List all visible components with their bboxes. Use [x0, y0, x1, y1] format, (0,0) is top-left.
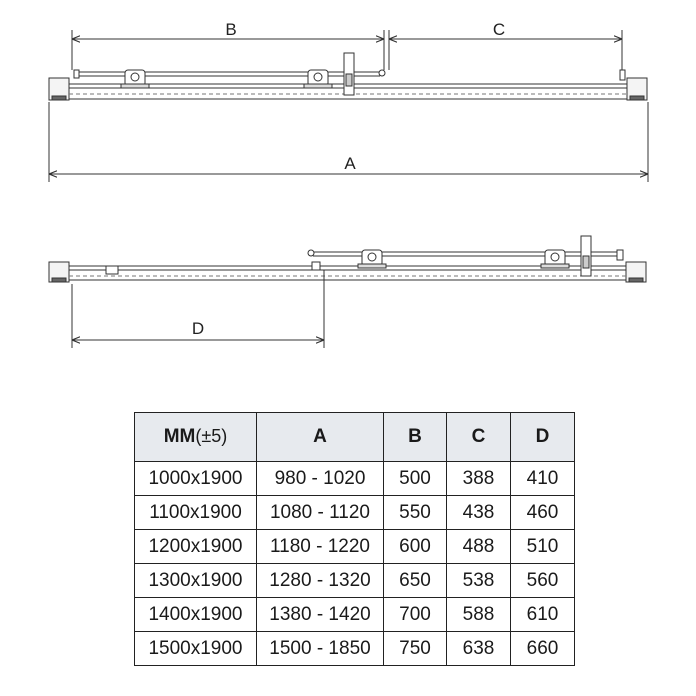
cell-c: 438 — [447, 496, 511, 530]
header-d: D — [511, 413, 575, 462]
table-row — [135, 496, 575, 530]
table-header-row — [135, 413, 575, 462]
cell-a: 1180 - 1220 — [257, 530, 384, 564]
cell-b: 550 — [384, 496, 447, 530]
table-row — [135, 598, 575, 632]
cell-size: 1500x1900 — [135, 632, 257, 666]
table-row — [135, 564, 575, 598]
cell-b: 750 — [384, 632, 447, 666]
cell-size: 1400x1900 — [135, 598, 257, 632]
cell-a: 1380 - 1420 — [257, 598, 384, 632]
table-row — [135, 462, 575, 496]
top-rail-assembly — [49, 53, 647, 100]
cell-c: 538 — [447, 564, 511, 598]
cell-d: 560 — [511, 564, 575, 598]
cell-b: 650 — [384, 564, 447, 598]
dimension-label-b: B — [225, 20, 237, 39]
cell-b: 600 — [384, 530, 447, 564]
cell-c: 388 — [447, 462, 511, 496]
cell-d: 410 — [511, 462, 575, 496]
cell-d: 460 — [511, 496, 575, 530]
dimension-label-d: D — [191, 319, 205, 338]
cell-a: 980 - 1020 — [257, 462, 384, 496]
cell-a: 1280 - 1320 — [257, 564, 384, 598]
cell-size: 1100x1900 — [135, 496, 257, 530]
bottom-rail-assembly — [49, 236, 646, 282]
table-row — [135, 530, 575, 564]
cell-c: 588 — [447, 598, 511, 632]
header-mm-label: MM — [163, 426, 196, 447]
header-c: C — [447, 413, 511, 462]
cell-d: 610 — [511, 598, 575, 632]
dimension-table — [134, 412, 575, 666]
cell-b: 500 — [384, 462, 447, 496]
cell-size: 1000x1900 — [135, 462, 257, 496]
header-a: A — [257, 413, 384, 462]
table-body — [135, 462, 575, 666]
header-mm — [135, 413, 257, 462]
cell-d: 660 — [511, 632, 575, 666]
cell-d: 510 — [511, 530, 575, 564]
table-row — [135, 632, 575, 666]
roller — [358, 250, 386, 268]
roller — [541, 250, 569, 268]
cell-a: 1080 - 1120 — [257, 496, 384, 530]
header-b: B — [384, 413, 447, 462]
dimension-c — [389, 30, 622, 70]
cell-c: 488 — [447, 530, 511, 564]
roller — [121, 70, 149, 88]
dimension-label-c: C — [492, 20, 506, 39]
cell-c: 638 — [447, 632, 511, 666]
cell-size: 1200x1900 — [135, 530, 257, 564]
header-mm-tolerance: (±5) — [195, 426, 228, 446]
cell-b: 700 — [384, 598, 447, 632]
cell-size: 1300x1900 — [135, 564, 257, 598]
roller — [304, 70, 332, 88]
cell-a: 1500 - 1850 — [257, 632, 384, 666]
dimension-label-a: A — [344, 154, 356, 173]
